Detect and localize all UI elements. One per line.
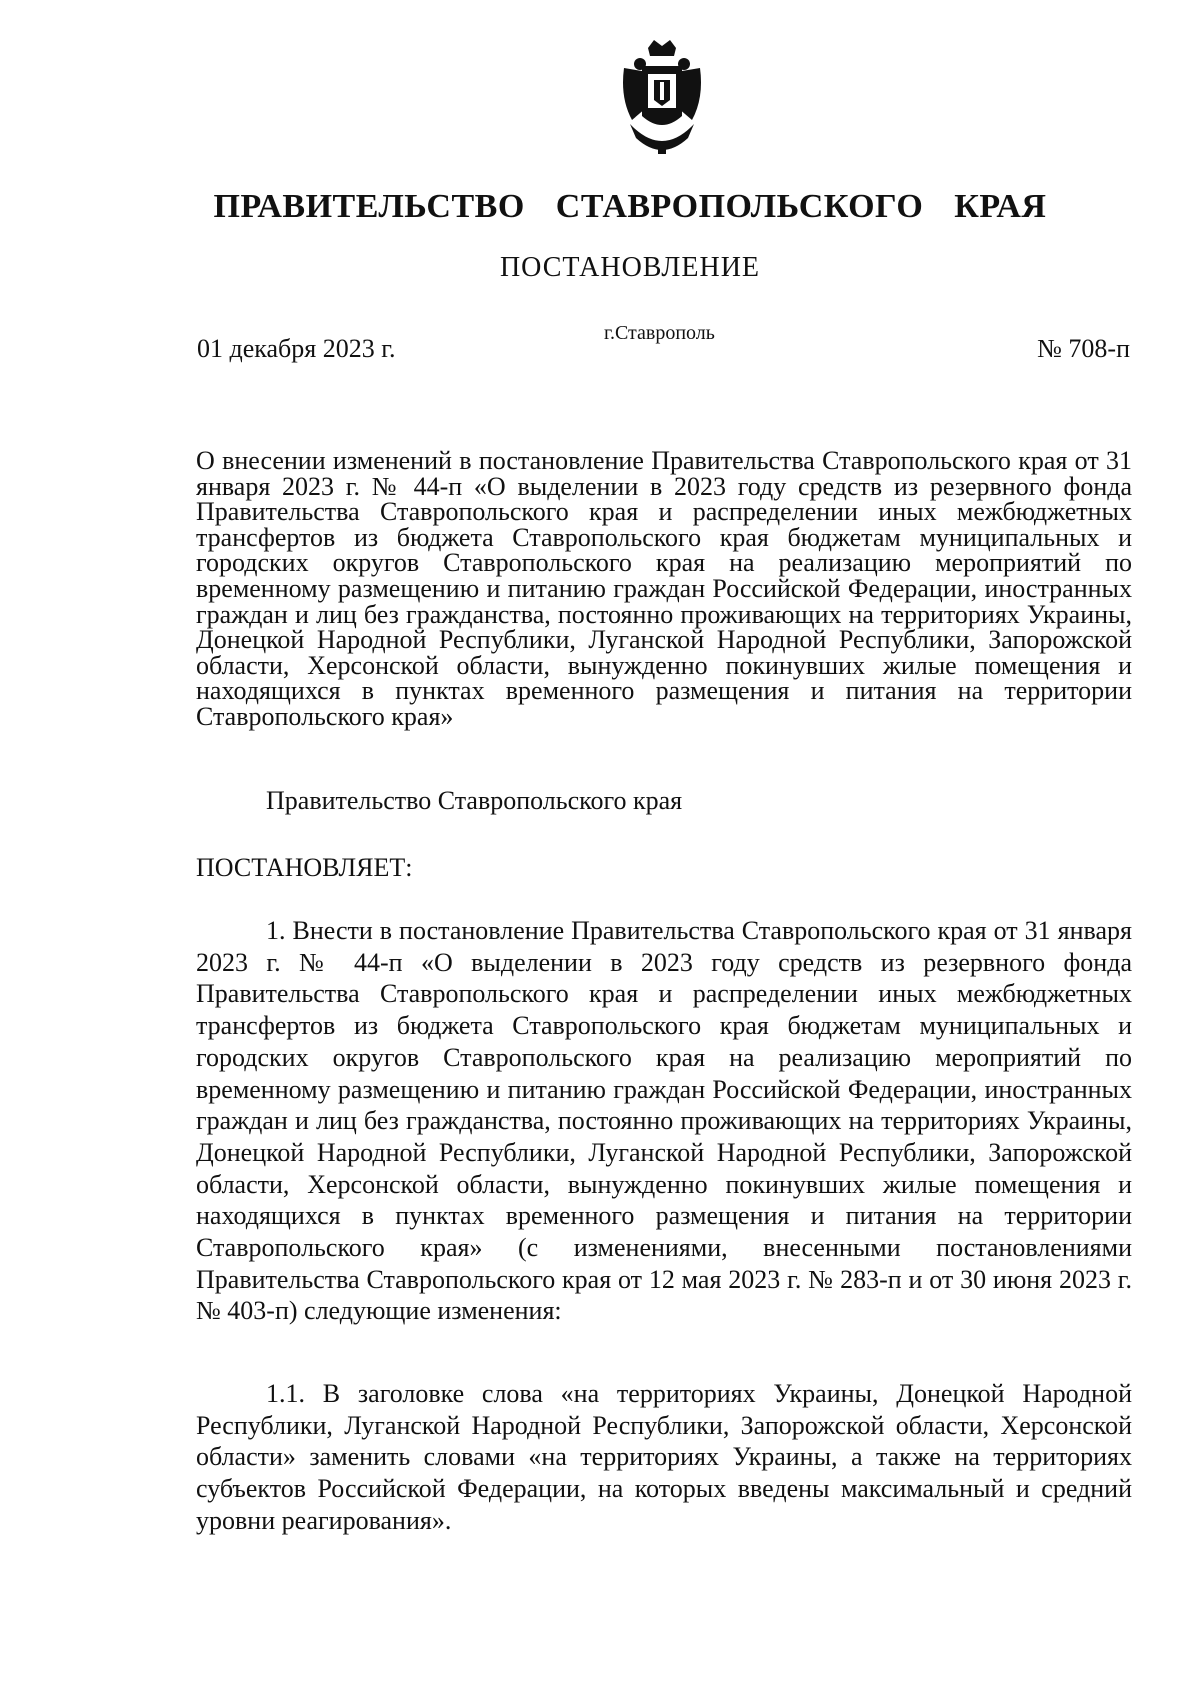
resolves-heading: ПОСТАНОВЛЯЕТ: <box>196 853 413 882</box>
document-type: ПОСТАНОВЛЕНИЕ <box>499 252 761 283</box>
document-city: г.Ставрополь <box>604 322 715 344</box>
issuer-line: Правительство Ставропольского края <box>266 786 683 815</box>
document-date: 01 декабря 2023 г. <box>197 334 396 363</box>
document-subject: О внесении изменений в постановление Правительства Ставропольского края от 31 января 2023 г. № 44-п «О выделении в 2023 году средств из резервного фонда Правительства Ставропольского края и распределении иных межбюджетных трансфертов из бюджета Ставропольского края бюджетам муниципальных и городских округов Ставропольского края на реализацию мероприятий по временному размещению и питанию граждан Российской Федерации, иностранных граждан и лиц без гражданства, постоянно проживающих на территориях Украины, Донецкой Народной Республики, Луганской Народной Республики, Запорожской области, Херсонской области, вынужденно покинувших жилые помещения и находящихся в пунктах временного размещения и питания на территории Ставропольского края» <box>196 446 1132 731</box>
paragraph-1-1: 1.1. В заголовке слова «на территориях Украины, Донецкой Народной Республики, Луганской Народной Республики, Запорожской области, Херсонской области» заменить словами «на территориях Украины, а также на территориях субъектов Российской Федерации, на которых введены максимальный и средний уровни реагирования». <box>196 1379 1132 1535</box>
government-title: ПРАВИТЕЛЬСТВО СТАВРОПОЛЬСКОГО КРАЯ <box>213 188 1047 225</box>
paragraph-1: 1. Внести в постановление Правительства Ставропольского края от 31 января 2023 г. № 44-п «О выделении в 2023 году средств из резервного фонда Правительства Ставропольского края и распределении иных межбюджетных трансфертов из бюджета Ставропольского края бюджетам муниципальных и городских округов Ставропольского края на реализацию мероприятий по временному размещению и питанию граждан Российской Федерации, иностранных граждан и лиц без гражданства, постоянно проживающих на территориях Украины, Донецкой Народной Республики, Луганской Народной Республики, Запорожской области, Херсонской области, вынужденно покинувших жилые помещения и находящихся в пунктах временного размещения и питания на территории Ставропольского края» (с изменениями, внесенными постановлениями Правительства Ставропольского края от 12 мая 2023 г. № 283-п и от 30 июня 2023 г. № 403-п) следующие изменения: <box>196 916 1132 1326</box>
document-number: № 708-п <box>1037 334 1130 363</box>
stavropol-coat-of-arms-icon <box>618 38 706 160</box>
